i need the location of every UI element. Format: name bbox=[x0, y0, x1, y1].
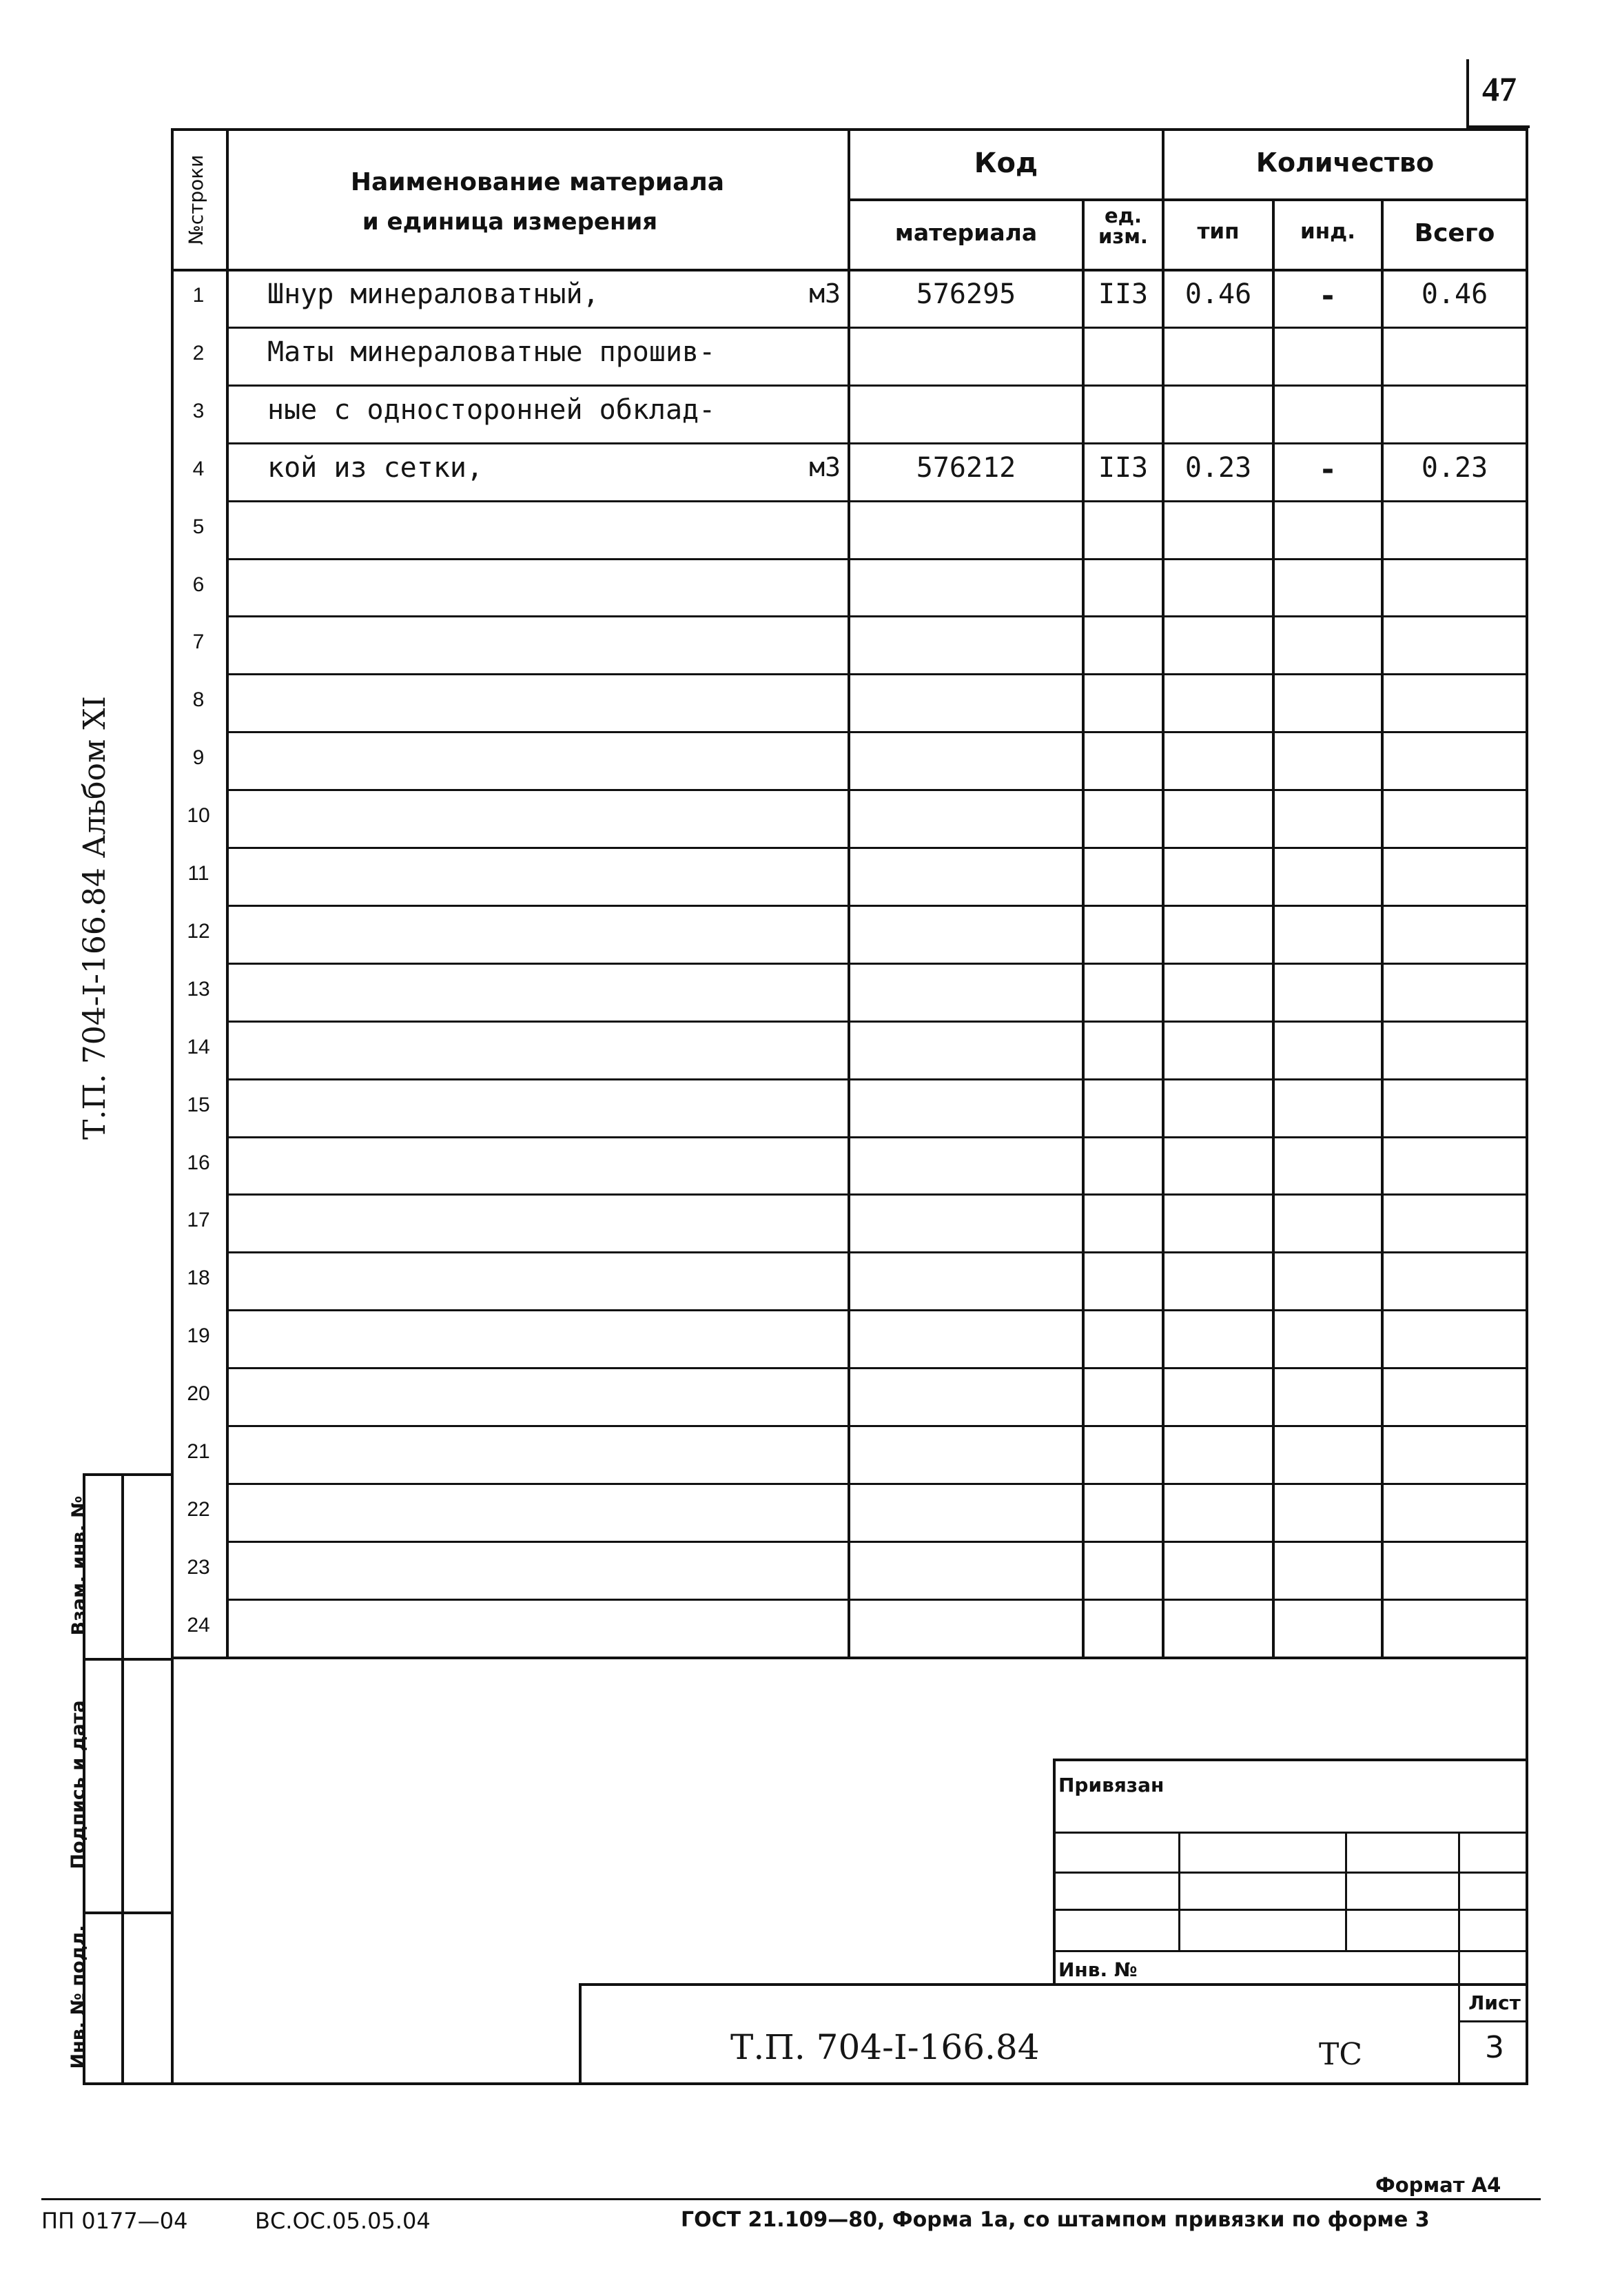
row-no-cell: 18 bbox=[187, 1267, 210, 1290]
row-separator bbox=[226, 1367, 1526, 1369]
row-no-cell: 17 bbox=[187, 1209, 210, 1232]
row-separator bbox=[226, 963, 1526, 965]
sheet-label: Лист bbox=[1468, 1991, 1521, 2014]
row-unit_code-cell: II3 bbox=[1098, 278, 1149, 310]
stamp-row-line-1 bbox=[1053, 1832, 1528, 1834]
header-code-material: материала bbox=[894, 219, 1038, 246]
row-separator bbox=[226, 1193, 1526, 1196]
stamp-col-line-1 bbox=[1178, 1832, 1180, 1950]
header-code: Код bbox=[974, 147, 1038, 179]
row-separator bbox=[226, 1599, 1526, 1601]
row-no-cell: 8 bbox=[192, 688, 205, 712]
header-qty-ind: инд. bbox=[1300, 219, 1355, 244]
row-no-cell: 13 bbox=[187, 977, 210, 1001]
row-no-cell: 1 bbox=[192, 284, 205, 307]
left-strip-top-line bbox=[83, 1473, 172, 1476]
col-line-rowno bbox=[226, 128, 229, 1658]
row-separator bbox=[226, 1425, 1526, 1427]
row-no-cell: 5 bbox=[192, 515, 205, 538]
page-number: 47 bbox=[1482, 70, 1517, 108]
header-name-line2: и единица измерения bbox=[362, 208, 658, 236]
frame-left-line bbox=[171, 128, 174, 2084]
footer-gost: ГОСТ 21.109—80, Форма 1а, со штампом привязки по форме 3 bbox=[681, 2208, 1430, 2232]
row-separator bbox=[226, 1309, 1526, 1311]
side-title: Т.П. 704-I-166.84 Альбом XI bbox=[77, 696, 112, 1140]
row-no-cell: 24 bbox=[187, 1613, 210, 1637]
row-ind-cell: - bbox=[1318, 451, 1337, 487]
col-line-ind bbox=[1381, 198, 1384, 1658]
left-strip-vzam: Взам. инв. № bbox=[68, 1495, 90, 1636]
footer-left-code1: ПП 0177—04 bbox=[41, 2208, 188, 2234]
row-no-cell: 21 bbox=[187, 1440, 210, 1463]
row-name-cell: кой из сетки, bbox=[267, 451, 484, 484]
row-no-cell: 6 bbox=[192, 573, 205, 596]
row-no-cell: 3 bbox=[192, 399, 205, 422]
row-separator bbox=[226, 500, 1526, 502]
row-ind-cell: - bbox=[1318, 278, 1337, 314]
frame-bottom-line bbox=[83, 2082, 1528, 2085]
header-name-line1: Наименование материала bbox=[350, 168, 725, 196]
row-no-cell: 12 bbox=[187, 919, 210, 943]
col-line-code bbox=[1082, 198, 1085, 1658]
row-separator bbox=[226, 1541, 1526, 1543]
row-separator bbox=[226, 1136, 1526, 1138]
stamp-top-line bbox=[1053, 1759, 1528, 1761]
row-type-cell: 0.46 bbox=[1184, 278, 1252, 310]
row-separator bbox=[226, 385, 1526, 387]
row-no-cell: 15 bbox=[187, 1093, 210, 1116]
row-separator bbox=[226, 442, 1526, 444]
header-quantity: Количество bbox=[1255, 147, 1435, 178]
row-no-cell: 16 bbox=[187, 1151, 210, 1174]
footer-rule bbox=[41, 2198, 1541, 2200]
row-separator bbox=[226, 1021, 1526, 1023]
titleblock-left-line bbox=[579, 1983, 582, 2084]
header-qty-total: Всего bbox=[1414, 219, 1495, 247]
row-total-cell: 0.46 bbox=[1421, 278, 1488, 310]
row-type-cell: 0.23 bbox=[1184, 451, 1252, 484]
row-unit_code-cell: II3 bbox=[1098, 451, 1149, 484]
page-number-box-left bbox=[1466, 59, 1469, 127]
row-no-cell: 22 bbox=[187, 1497, 210, 1521]
stamp-row-line-2 bbox=[1053, 1872, 1528, 1874]
header-code-unit: ед. изм. bbox=[1098, 204, 1148, 248]
row-no-cell: 14 bbox=[187, 1035, 210, 1058]
left-strip-inner-line bbox=[121, 1473, 124, 2084]
row-no-cell: 20 bbox=[187, 1382, 210, 1406]
left-strip-podpis: Подпись и дата bbox=[68, 1700, 89, 1869]
row-no-cell: 7 bbox=[192, 631, 205, 654]
sheet-label-line bbox=[1458, 2020, 1528, 2022]
row-no-cell: 2 bbox=[192, 341, 205, 365]
stamp-privyazan: Привязан bbox=[1058, 1774, 1164, 1796]
col-line-unit bbox=[1162, 128, 1164, 1658]
row-no-cell: 11 bbox=[187, 862, 209, 885]
col-line-type bbox=[1272, 198, 1275, 1658]
left-strip-inv-podl: Инв. № подл. bbox=[68, 1925, 89, 2069]
row-no-cell: 23 bbox=[187, 1555, 210, 1579]
titleblock-doc-code: Т.П. 704-I-166.84 bbox=[730, 2027, 1040, 2067]
row-separator bbox=[226, 327, 1526, 329]
header-mid-line bbox=[848, 198, 1526, 201]
footer-left-code2: ВС.ОС.05.05.04 bbox=[255, 2208, 431, 2234]
titleblock-top-line bbox=[579, 1983, 1528, 1986]
row-separator bbox=[226, 1483, 1526, 1485]
stamp-row-line-3 bbox=[1053, 1909, 1528, 1911]
row-separator bbox=[226, 905, 1526, 907]
row-no-cell: 19 bbox=[187, 1324, 210, 1348]
left-strip-sep-1 bbox=[83, 1658, 172, 1661]
row-separator bbox=[226, 789, 1526, 791]
row-unit-cell: м3 bbox=[809, 278, 841, 309]
titleblock-mark: ТС bbox=[1319, 2037, 1363, 2072]
header-row-no: №строки bbox=[185, 154, 207, 245]
row-code-cell: 576212 bbox=[916, 451, 1016, 484]
stamp-col-line-3 bbox=[1458, 1832, 1460, 2082]
left-strip-sep-2 bbox=[83, 1911, 172, 1914]
row-no-cell: 9 bbox=[192, 746, 205, 770]
row-separator bbox=[226, 1251, 1526, 1253]
sheet-value: 3 bbox=[1485, 2030, 1504, 2065]
row-name-cell: Шнур минераловатный, bbox=[267, 278, 599, 310]
frame-right-line bbox=[1526, 128, 1528, 2084]
stamp-row-line-4 bbox=[1053, 1950, 1528, 1952]
header-qty-type: тип bbox=[1197, 219, 1240, 244]
row-separator bbox=[226, 558, 1526, 560]
row-separator bbox=[226, 1078, 1526, 1080]
footer-format: Формат А4 bbox=[1375, 2173, 1501, 2197]
row-code-cell: 576295 bbox=[916, 278, 1016, 310]
row-unit-cell: м3 bbox=[809, 451, 841, 482]
col-line-name bbox=[848, 128, 850, 1658]
row-separator bbox=[226, 615, 1526, 617]
stamp-col-line-2 bbox=[1345, 1832, 1347, 1950]
row-no-cell: 4 bbox=[192, 457, 205, 480]
row-name-cell: ные с односторонней обклад- bbox=[267, 393, 716, 426]
row-separator bbox=[226, 673, 1526, 675]
stamp-inv-no: Инв. № bbox=[1058, 1958, 1138, 1981]
row-no-cell: 10 bbox=[187, 804, 210, 828]
row-separator bbox=[226, 847, 1526, 849]
row-separator bbox=[226, 731, 1526, 733]
row-total-cell: 0.23 bbox=[1421, 451, 1488, 484]
row-name-cell: Маты минераловатные прошив- bbox=[267, 336, 716, 368]
